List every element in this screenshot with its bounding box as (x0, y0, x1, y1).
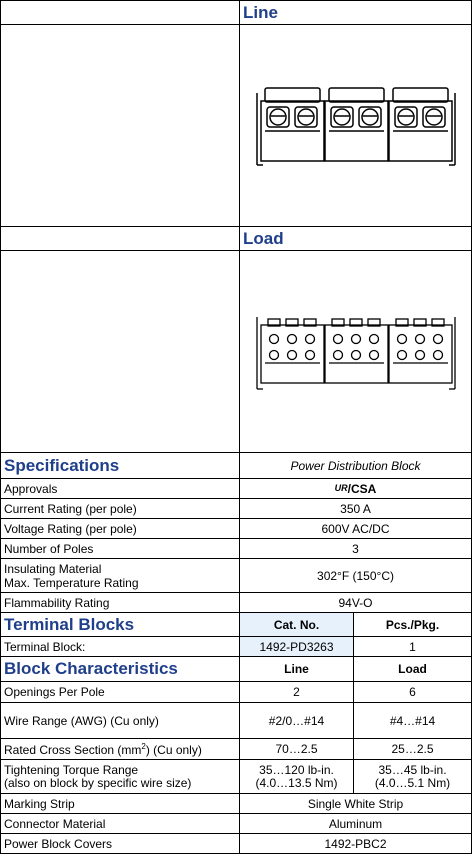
line-diagram (240, 25, 472, 227)
line-pole-1 (257, 88, 324, 165)
torque-load (354, 760, 472, 794)
torque-label (1, 760, 240, 794)
marking-strip-value: Single White Strip (240, 794, 472, 814)
cat-no-value: 1492-PD3263 (240, 637, 354, 657)
cross-section-load: 25…2.5 (354, 739, 472, 760)
torque-load-1: 35…45 lb-in. (378, 762, 447, 777)
power-block-covers-label: Power Block Covers (1, 834, 240, 854)
poles-value: 3 (240, 539, 472, 559)
marking-strip-label: Marking Strip (1, 794, 240, 814)
openings-label: Openings Per Pole (1, 682, 240, 703)
openings-line: 2 (240, 682, 354, 703)
connector-material-value: Aluminum (240, 814, 472, 834)
power-block-covers-value: 1492-PBC2 (240, 834, 472, 854)
voltage-rating-value: 600V AC/DC (240, 519, 472, 539)
load-pole-3 (389, 317, 455, 389)
wire-range-label: Wire Range (AWG) (Cu only) (1, 703, 240, 739)
ur-mark-icon: UR (334, 482, 348, 493)
cross-section-line: 70…2.5 (240, 739, 354, 760)
torque-label-line1: Tightening Torque Range (4, 762, 139, 777)
block-characteristics-heading: Block Characteristics (1, 657, 240, 682)
openings-load: 6 (354, 682, 472, 703)
pcs-pkg-value: 1 (354, 637, 472, 657)
flammability-label: Flammability Rating (1, 593, 240, 613)
line-heading: Line (240, 1, 472, 25)
cross-section-label (1, 739, 240, 760)
current-rating-label: Current Rating (per pole) (1, 499, 240, 519)
torque-line-2: (4.0…13.5 Nm) (255, 775, 338, 790)
load-left-blank-body (1, 251, 240, 453)
flammability-value: 94V-O (240, 593, 472, 613)
specifications-heading: Specifications (1, 453, 240, 479)
approvals-value (240, 479, 472, 499)
poles-label: Number of Poles (1, 539, 240, 559)
line-terminal-block-drawing (253, 83, 458, 168)
line-left-blank (1, 1, 240, 25)
insulating-material-label (1, 559, 240, 593)
approvals-text: /CSA (347, 481, 377, 496)
torque-load-2: (4.0…5.1 Nm) (374, 775, 451, 790)
approvals-label: Approvals (1, 479, 240, 499)
current-rating-value: 350 A (240, 499, 472, 519)
line-pole-3 (389, 88, 455, 165)
load-column-header: Load (354, 657, 472, 682)
line-column-header: Line (240, 657, 354, 682)
cat-no-header: Cat. No. (240, 613, 354, 637)
load-pole-2 (325, 319, 388, 383)
wire-range-line: #2/0…#14 (240, 703, 354, 739)
load-pole-1 (257, 317, 324, 389)
line-pole-2 (325, 88, 388, 161)
insulating-material-line1: Insulating Material (4, 561, 102, 576)
line-left-blank-body (1, 25, 240, 227)
pcs-pkg-header: Pcs./Pkg. (354, 613, 472, 637)
terminal-blocks-heading: Terminal Blocks (1, 613, 240, 637)
load-left-blank (1, 227, 240, 251)
insulating-material-line2: Max. Temperature Rating (4, 575, 139, 590)
temperature-rating-value: 302°F (150°C) (240, 559, 472, 593)
cross-section-label-suffix: ) (Cu only) (145, 742, 202, 757)
product-type: Power Distribution Block (240, 453, 472, 479)
torque-line (240, 760, 354, 794)
wire-range-load: #4…#14 (354, 703, 472, 739)
load-terminal-block-drawing (253, 309, 458, 394)
load-diagram (240, 251, 472, 453)
cross-section-label-sup: 2 (141, 741, 146, 751)
cross-section-label-prefix: Rated Cross Section (mm (4, 742, 142, 757)
torque-label-line2: (also on block by specific wire size) (4, 775, 192, 790)
voltage-rating-label: Voltage Rating (per pole) (1, 519, 240, 539)
connector-material-label: Connector Material (1, 814, 240, 834)
load-heading: Load (240, 227, 472, 251)
torque-line-1: 35…120 lb-in. (259, 762, 334, 777)
terminal-block-label: Terminal Block: (1, 637, 240, 657)
